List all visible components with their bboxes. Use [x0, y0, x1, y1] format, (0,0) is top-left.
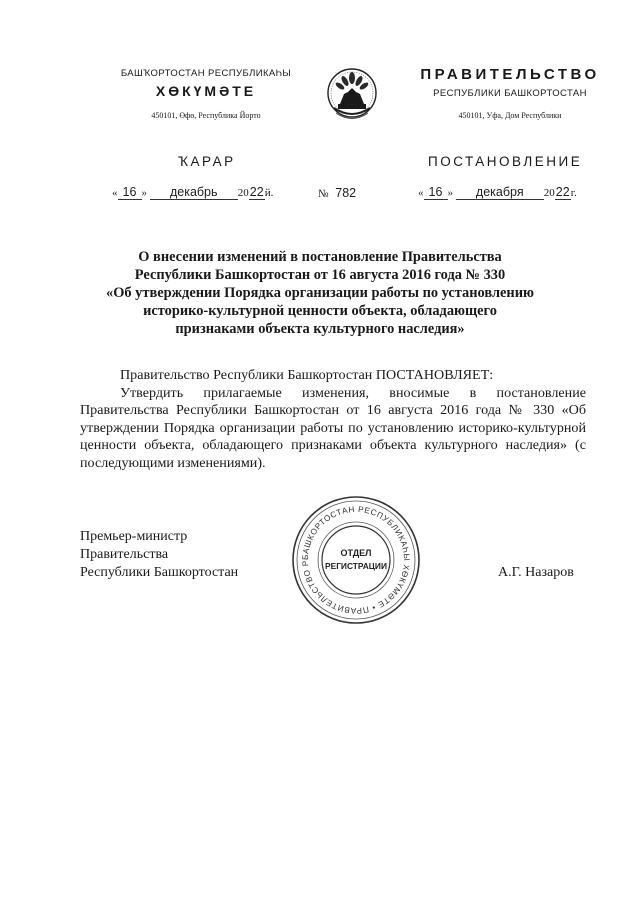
title-line-1: О внесении изменений в постановление Правительства [138, 249, 502, 265]
title-line-2: Республики Башкортостан от 16 августа 2016 года № 330 [134, 267, 506, 283]
registration-stamp [290, 494, 422, 626]
title-line-5: признаками объекта культурного наследия» [175, 321, 465, 337]
doc-type-right: ПОСТАНОВЛЕНИЕ [428, 154, 583, 169]
date-right-month: декабря [456, 186, 544, 200]
stamp-center-line-1: ОТДЕЛ [340, 548, 372, 558]
document-number [318, 186, 356, 200]
date-left-year-prefix: 20 [237, 187, 249, 199]
doc-type-left: ҠАРАР [178, 154, 236, 169]
stamp-ring-text: БАШКОРТОСТАН РЕСПУБЛИКАҺЫ ХӨКҮМӘТЕ • ПРАВИТЕЛЬСТВО Р [300, 504, 412, 616]
document-title [80, 248, 560, 338]
signatory-position [80, 528, 238, 582]
date-left [112, 186, 273, 200]
date-left-open-quote: « [112, 187, 118, 199]
body-paragraph-2: Утвердить прилагаемые изменения, вносимые в постановление Правительства Республики Башкортостан от 16 августа 2016 года № 330 «Об утверждении Порядка организации работы по установлению историко-культурной ценности объекта, обладающего признаками объекта культурного наследия» (с последующими изменениями). [80, 384, 586, 471]
header-right-line1: ПРАВИТЕЛЬСТВО [420, 66, 600, 83]
header-right-line2: РЕСПУБЛИКИ БАШКОРТОСТАН [433, 88, 587, 99]
date-right-day: 16 [424, 186, 448, 200]
coat-of-arms-icon [326, 64, 378, 126]
date-right-suffix: г. [570, 187, 577, 199]
signatory-position-line-2: Правительства [80, 547, 169, 562]
document-body [80, 367, 586, 472]
title-line-4: историко-культурной ценности объекта, обладающего [143, 303, 497, 319]
number-value: 782 [335, 186, 357, 200]
date-left-month: декабрь [150, 186, 238, 200]
date-left-close-quote: » [141, 187, 147, 199]
date-right-year: 22 [555, 185, 570, 199]
signatory-position-line-1: Премьер-министр [80, 529, 188, 544]
date-left-suffix: й. [264, 187, 274, 199]
date-right-year-prefix: 20 [543, 187, 555, 199]
body-paragraph-1: Правительство Республики Башкортостан ПОСТАНОВЛЯЕТ: [120, 367, 494, 383]
header-left-line1: БАШҠОРТОСТАН РЕСПУБЛИКАҺЫ [120, 68, 292, 79]
signatory-position-line-3: Республики Башкортостан [80, 565, 239, 580]
header-left-line2: ХӨКҮМӘТЕ [155, 83, 257, 99]
header-right-address: 450101, Уфа, Дом Республики [458, 111, 562, 120]
number-sign: № [318, 188, 329, 200]
date-right [418, 186, 577, 200]
date-right-close-quote: » [447, 187, 453, 199]
date-left-year: 22 [249, 185, 264, 199]
stamp-center-line-2: РЕГИСТРАЦИИ [325, 561, 387, 571]
date-right-open-quote: « [418, 187, 424, 199]
header-left-address: 450101, Өфө, Республика Йорто [151, 111, 261, 120]
title-line-3: «Об утверждении Порядка организации работы по установлению [106, 285, 534, 301]
signatory-name: А.Г. Назаров [498, 565, 574, 580]
date-left-day: 16 [118, 186, 142, 200]
